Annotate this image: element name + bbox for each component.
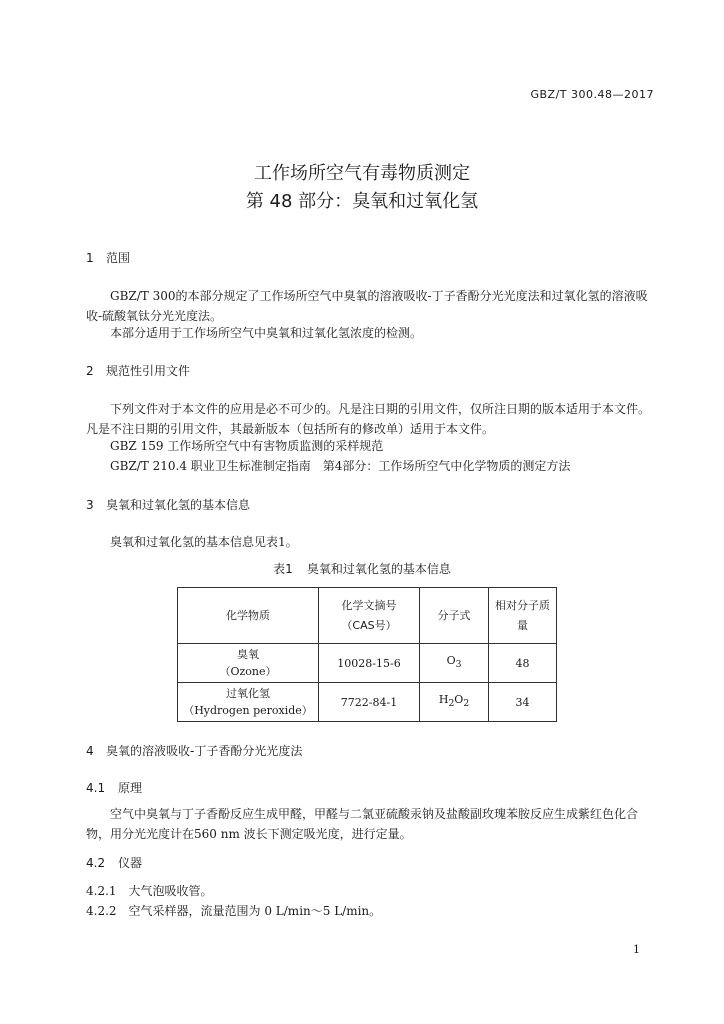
document-title-line2: 第 48 部分：臭氧和过氧化氢 (245, 191, 479, 212)
substance-name: 臭氧 (237, 648, 259, 661)
cell-molecular-weight: 34 (489, 683, 557, 722)
section-number: 4 (86, 744, 94, 758)
substance-english-name: （Hydrogen peroxide） (183, 704, 313, 717)
substance-name: 过氧化氢 (226, 687, 270, 700)
section-4-heading (86, 742, 302, 759)
standard-code-header: GBZ/T 300.48—2017 (530, 88, 654, 101)
formula-subscript: 2 (448, 698, 455, 710)
cell-cas: 7722-84-1 (319, 683, 420, 722)
item-4-2-1: 4.2.1 大气泡吸收管。 (86, 884, 213, 898)
document-title-line1: 工作场所空气有毒物质测定 (254, 163, 470, 184)
table-row (178, 644, 557, 683)
header-formula: 分子式 (420, 588, 489, 644)
cell-substance (178, 644, 319, 683)
section-4-1-heading (86, 779, 142, 796)
header-molecular-weight: 相对分子质量 (489, 588, 557, 644)
section-number: 1 (86, 251, 94, 265)
table-header-row (178, 588, 557, 644)
table-caption-number: 表1 (273, 562, 293, 576)
section-number: 4.1 (86, 781, 106, 795)
formula-element: O (454, 693, 464, 707)
section-3-heading (86, 496, 250, 513)
cell-molecular-weight: 48 (489, 644, 557, 683)
table-caption-title: 臭氧和过氧化氢的基本信息 (306, 562, 451, 576)
section-title: 仪器 (118, 856, 143, 870)
section-number: 2 (86, 364, 94, 378)
section-1-heading (86, 249, 130, 266)
formula-element: H (438, 693, 449, 707)
section-2-paragraph-1: 下列文件对于本文件的应用是必不可少的。凡是注日期的引用文件，仅所注日期的版本适用于本文件。凡是不注日期的引用文件，其最新版本（包括所有的修改单）适用于本文件。 (86, 402, 651, 436)
item-4-2-2: 4.2.2 空气采样器，流量范围为 0 L/min～5 L/min。 (86, 904, 382, 918)
header-cas-line1: 化学文摘号 (341, 598, 397, 612)
section-title: 臭氧的溶液吸收-丁子香酚分光光度法 (106, 744, 303, 758)
header-substance: 化学物质 (178, 588, 319, 644)
cell-formula (420, 644, 489, 683)
section-4-2-heading (86, 854, 142, 871)
cell-substance (178, 683, 319, 722)
section-number: 4.2 (86, 856, 106, 870)
header-cas-line2: （CAS号） (341, 618, 397, 632)
section-title: 范围 (106, 251, 131, 265)
table-row (178, 683, 557, 722)
formula-subscript: 3 (455, 659, 462, 671)
section-1-paragraph-1: GBZ/T 300的本部分规定了工作场所空气中臭氧的溶液吸收-丁子香酚分光光度法和过氧化氢的溶液吸收-硫酸氧钛分光光度法。 (86, 289, 648, 323)
section-title: 原理 (118, 781, 143, 795)
section-title: 规范性引用文件 (106, 364, 191, 378)
header-cas (319, 588, 420, 644)
section-1-paragraph-2: 本部分适用于工作场所空气中臭氧和过氧化氢浓度的检测。 (110, 326, 423, 340)
substance-english-name: （Ozone） (219, 665, 277, 678)
formula-subscript: 2 (463, 698, 470, 710)
reference-gbz-159: GBZ 159 工作场所空气中有害物质监测的采样规范 (110, 439, 384, 453)
section-4-1-paragraph: 空气中臭氧与丁子香酚反应生成甲醛，甲醛与二氯亚硫酸汞钠及盐酸副玫瑰苯胺反应生成紫红色化合物，用分光光度计在560 nm 波长下测定吸光度，进行定量。 (86, 807, 639, 841)
cell-formula (420, 683, 489, 722)
section-number: 3 (86, 498, 94, 512)
cell-cas: 10028-15-6 (319, 644, 420, 683)
basic-info-table (177, 587, 557, 722)
page-number: 1 (633, 943, 640, 956)
section-title: 臭氧和过氧化氢的基本信息 (106, 498, 251, 512)
section-2-heading (86, 362, 190, 379)
section-3-paragraph-1: 臭氧和过氧化氢的基本信息见表1。 (110, 535, 298, 549)
reference-gbz-t-210-4: GBZ/T 210.4 职业卫生标准制定指南 第4部分：工作场所空气中化学物质的测定方法 (110, 459, 571, 473)
table-caption (0, 560, 724, 577)
formula-element: O (446, 654, 456, 668)
